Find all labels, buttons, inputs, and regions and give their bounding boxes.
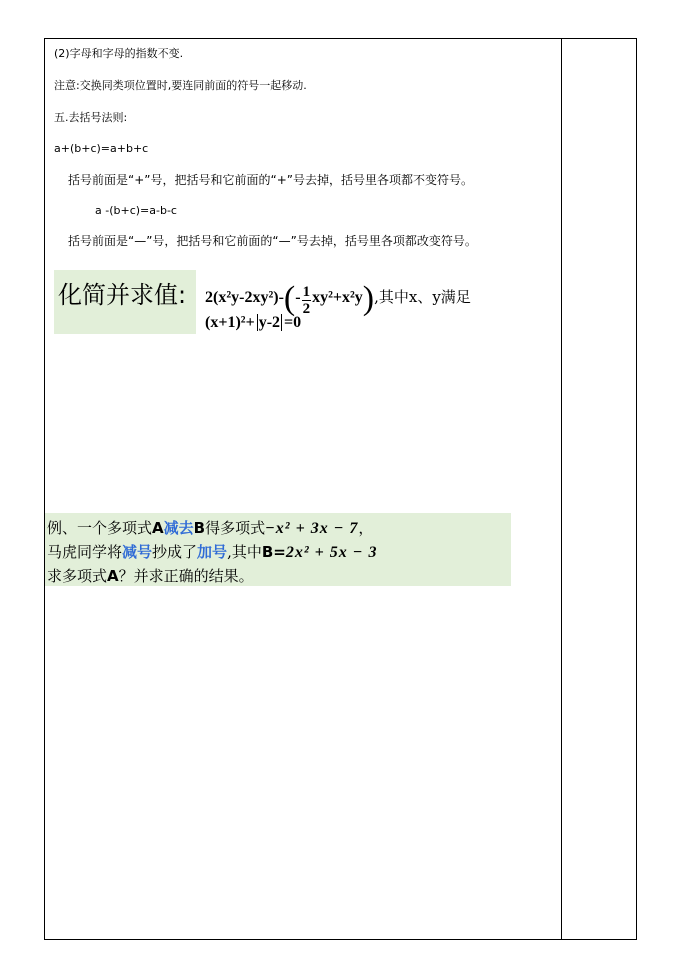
ex-keyword-subtract: 减去 (163, 519, 194, 537)
cond-part1: (x+1)²+ (205, 314, 255, 331)
ex-var-a: A (152, 519, 164, 537)
ex-text: 求多项式 (47, 567, 108, 585)
fraction-numerator: 1 (302, 284, 311, 300)
formula-plus-bracket: a+(b+c)=a+b+c (54, 142, 149, 155)
ex-text: 马虎同学将 (47, 543, 123, 561)
paren-open: ( (283, 280, 296, 317)
rule-minus-bracket: 括号前面是“—”号，把括号和它前面的“—”号去掉，括号里各项都改变符号。 (68, 234, 477, 248)
ex-text: 例、一个多项式 (47, 519, 153, 537)
ex-var-b: B (193, 519, 206, 537)
problem-expression (205, 280, 471, 318)
ex-text: ？并求正确的结果。 (118, 567, 254, 585)
ex-keyword-minus-sign: 减号 (122, 543, 153, 561)
fraction-denominator: 2 (302, 301, 311, 317)
ex-text: 抄成了 (152, 543, 198, 561)
formula-minus-bracket: a -(b+c)=a-b-c (95, 204, 177, 217)
rule-line-exponent: (2)字母和字母的指数不变. (54, 47, 184, 60)
example-line-3 (47, 566, 254, 586)
rule-line-note: 注意:交换同类项位置时,要连同前面的符号一起移动. (54, 79, 307, 92)
ex-text: ， (358, 519, 374, 537)
rule-plus-bracket: 括号前面是“+”号，把括号和它前面的“+”号去掉，括号里各项都不变符号。 (68, 173, 473, 187)
problem-heading: 化简并求值: (58, 281, 187, 309)
ex-text: ,其中 (227, 543, 262, 561)
cond-part2: =0 (284, 314, 302, 331)
problem-condition (205, 314, 301, 332)
expr-part1: 2(x²y-2xy²)- (205, 289, 284, 306)
paren-close: ) (362, 280, 375, 317)
ex-keyword-plus-sign: 加号 (197, 543, 228, 561)
table-column-divider (561, 38, 562, 940)
example-line-1 (47, 518, 373, 539)
ex-var-a: A (107, 567, 119, 585)
cond-absolute-value: y-2 (258, 314, 281, 331)
ex-b-polynomial: 2x² + 5x − 3 (285, 544, 378, 561)
expr-part2: xy²+x²y (312, 289, 363, 306)
expr-minus: - (295, 289, 301, 306)
ex-result-polynomial: −x² + 3x − 7 (265, 520, 359, 537)
fraction-one-half (302, 284, 312, 317)
example-line-2 (47, 542, 377, 563)
ex-text: 得多项式 (205, 519, 266, 537)
expr-condition-text: ,其中x、y满足 (374, 288, 471, 306)
section-heading-brackets: 五.去括号法则: (54, 111, 128, 124)
ex-var-b-eq: B= (261, 543, 286, 561)
